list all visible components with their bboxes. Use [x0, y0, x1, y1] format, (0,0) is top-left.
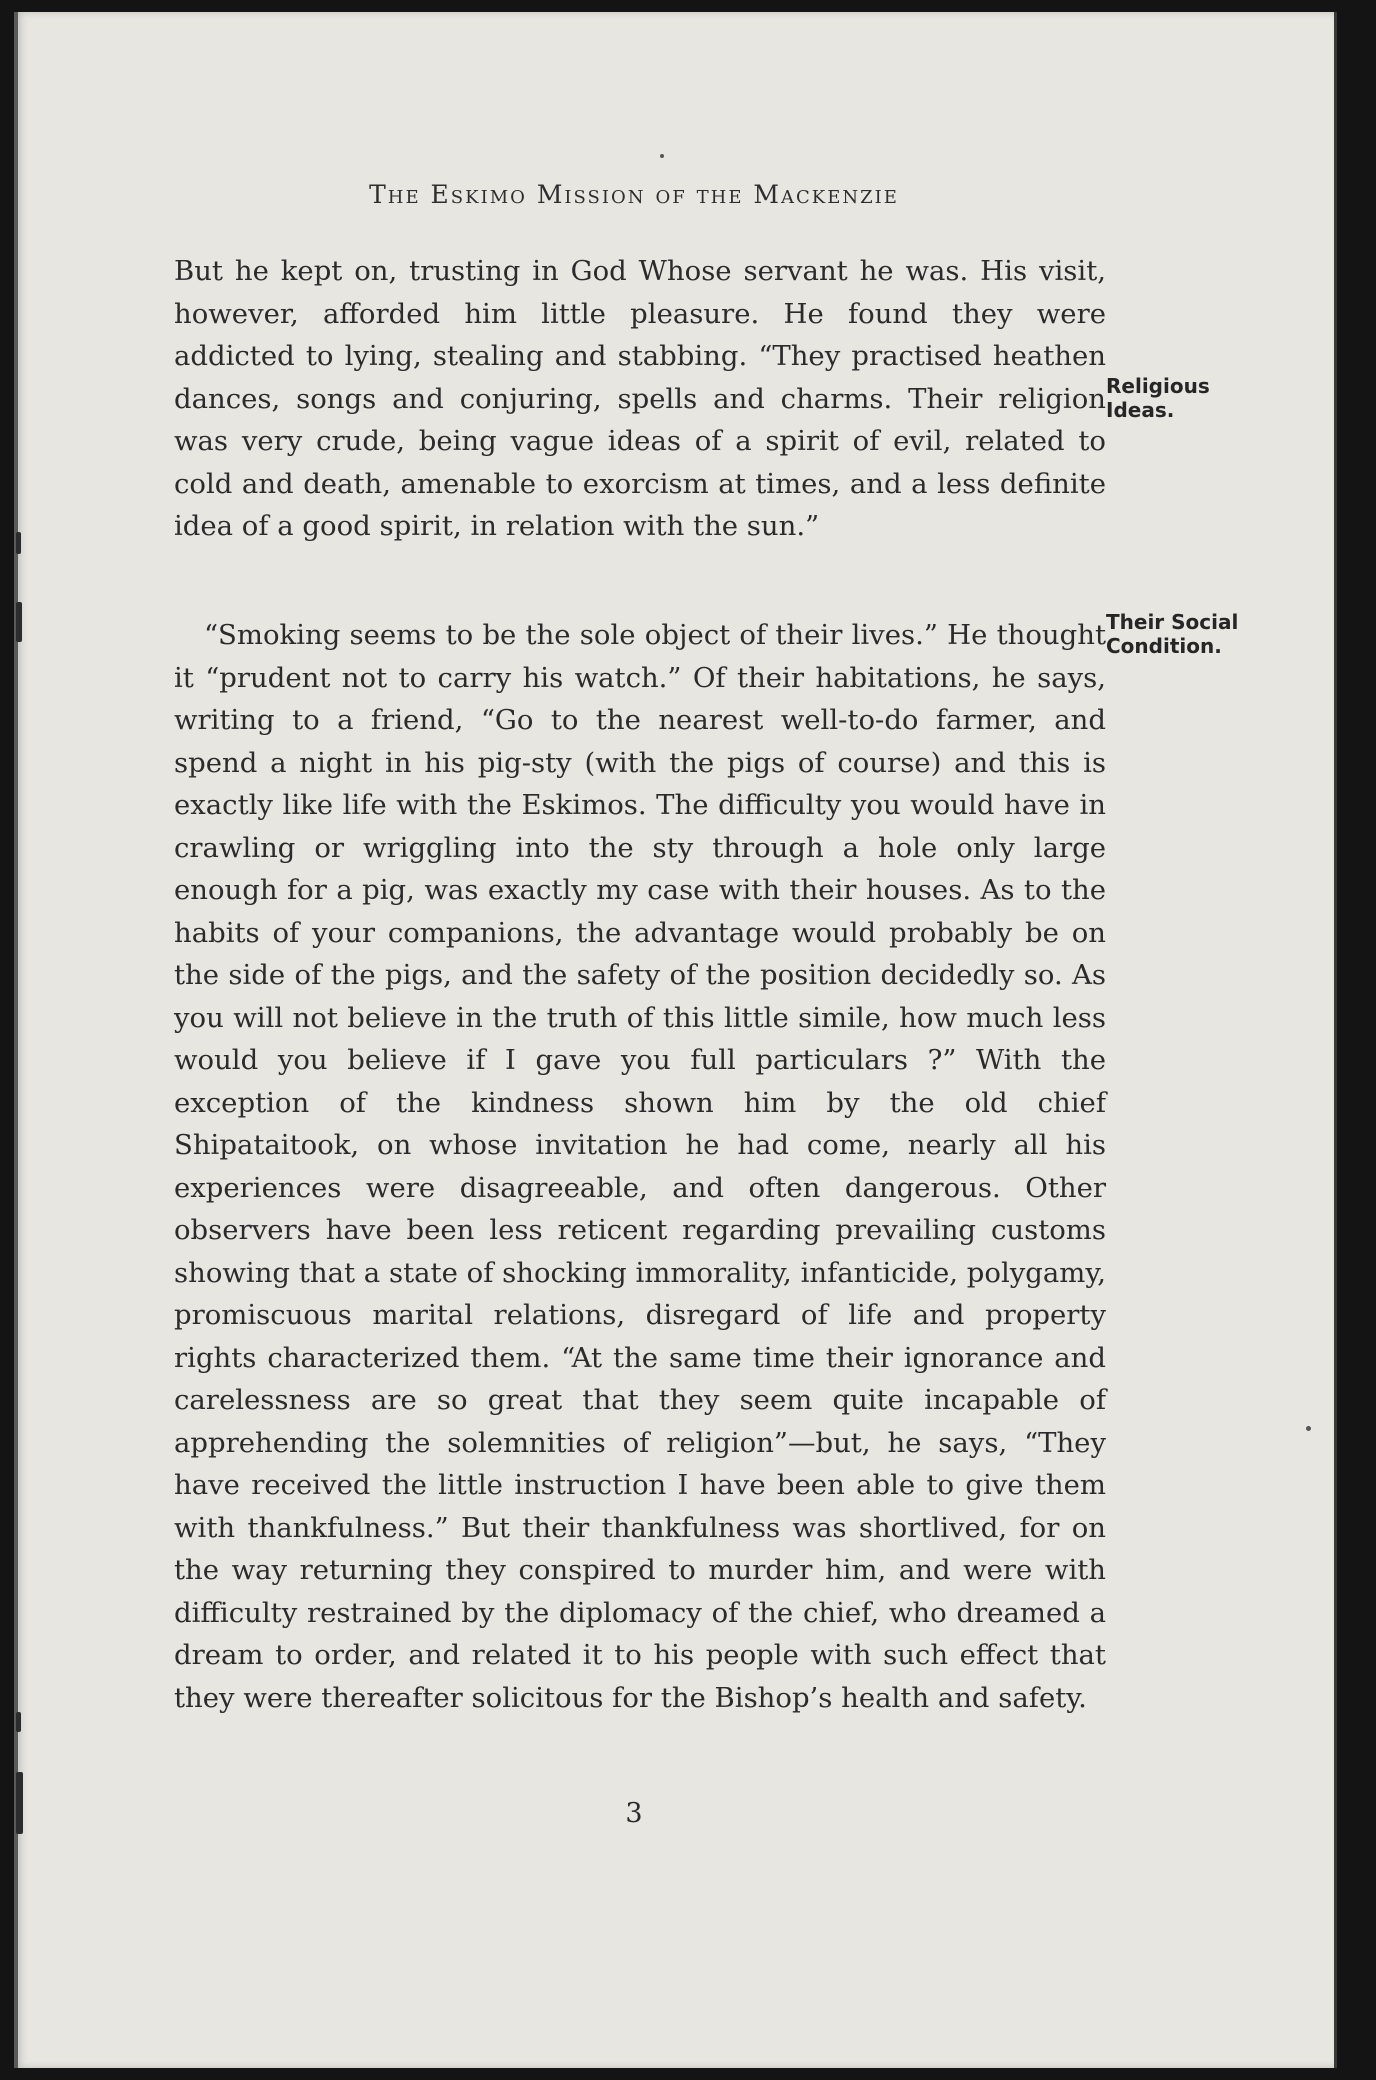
paper-speck: [1306, 1426, 1311, 1431]
binding-mark: [16, 1712, 21, 1732]
paragraph-2: “Smoking seems to be the sole object of their lives.” He thought it “prudent not to carry his watch.” Of their habitations, he says, writing to a friend, “Go to the nearest well-to-do farmer, and spend a night in his pig-sty (with the pigs of course) and this is exactly like life with the Eskimos. The difficulty you would have in crawling or wriggling into the sty through a hole only large enough for a pig, was exactly my case with their houses. As to the habits of your companions, the advantage would probably be on the side of the pigs, and the safety of the position decidedly so. As you will not believe in the truth of this little simile, how much less would you believe if I gave you full particulars ?” With the exception of the kindness shown him by the old chief Shipataitook, on whose invitation he had come, nearly all his experiences were disagreeable, and often dangerous. Other observers have been less reticent regarding prevailing customs showing that a state of shocking immorality, infanticide, polygamy, promiscuous marital relations, disregard of life and property rights characterized them. “At the same time their ignorance and carelessness are so great that they seem quite incapable of apprehending the solemnities of religion”—but, he says, “They have received the little instruction I have been able to give them with thankfulness.” But their thankfulness was shortlived, for on the way returning they conspired to murder him, and were with difficulty restrained by the diplomacy of the chief, who dreamed a dream to order, and related it to his people with such effect that they were thereafter solicitous for the Bishop’s health and safety.: [174, 619, 1106, 1714]
paragraph-1: But he kept on, trusting in God Whose servant he was. His visit, however, afforded him little pleasure. He found they were addicted to lying, stealing and stabbing. “They practised heathen dances, songs and conjuring, spells and charms. Their religion was very crude, being vague ideas of a spirit of evil, related to cold and death, amenable to exorcism at times, and a less definite idea of a good spirit, in relation with the sun.”: [174, 255, 1106, 542]
side-note-line: Condition.: [1106, 634, 1222, 658]
page-spine-edge: [14, 12, 18, 2068]
binding-mark: [16, 602, 22, 642]
paper-speck: [660, 154, 664, 158]
side-note-line: Their Social: [1106, 610, 1239, 634]
side-note-social-condition: [1106, 610, 1238, 658]
binding-mark: [16, 532, 21, 554]
running-header: The Eskimo Mission of the Mackenzie: [369, 180, 899, 209]
book-page: [14, 12, 1337, 2068]
page-number: 3: [625, 1798, 643, 1829]
side-note-line: Religious: [1106, 374, 1210, 398]
side-note-line: Ideas.: [1106, 398, 1175, 422]
side-note-religious-ideas: [1106, 374, 1210, 422]
